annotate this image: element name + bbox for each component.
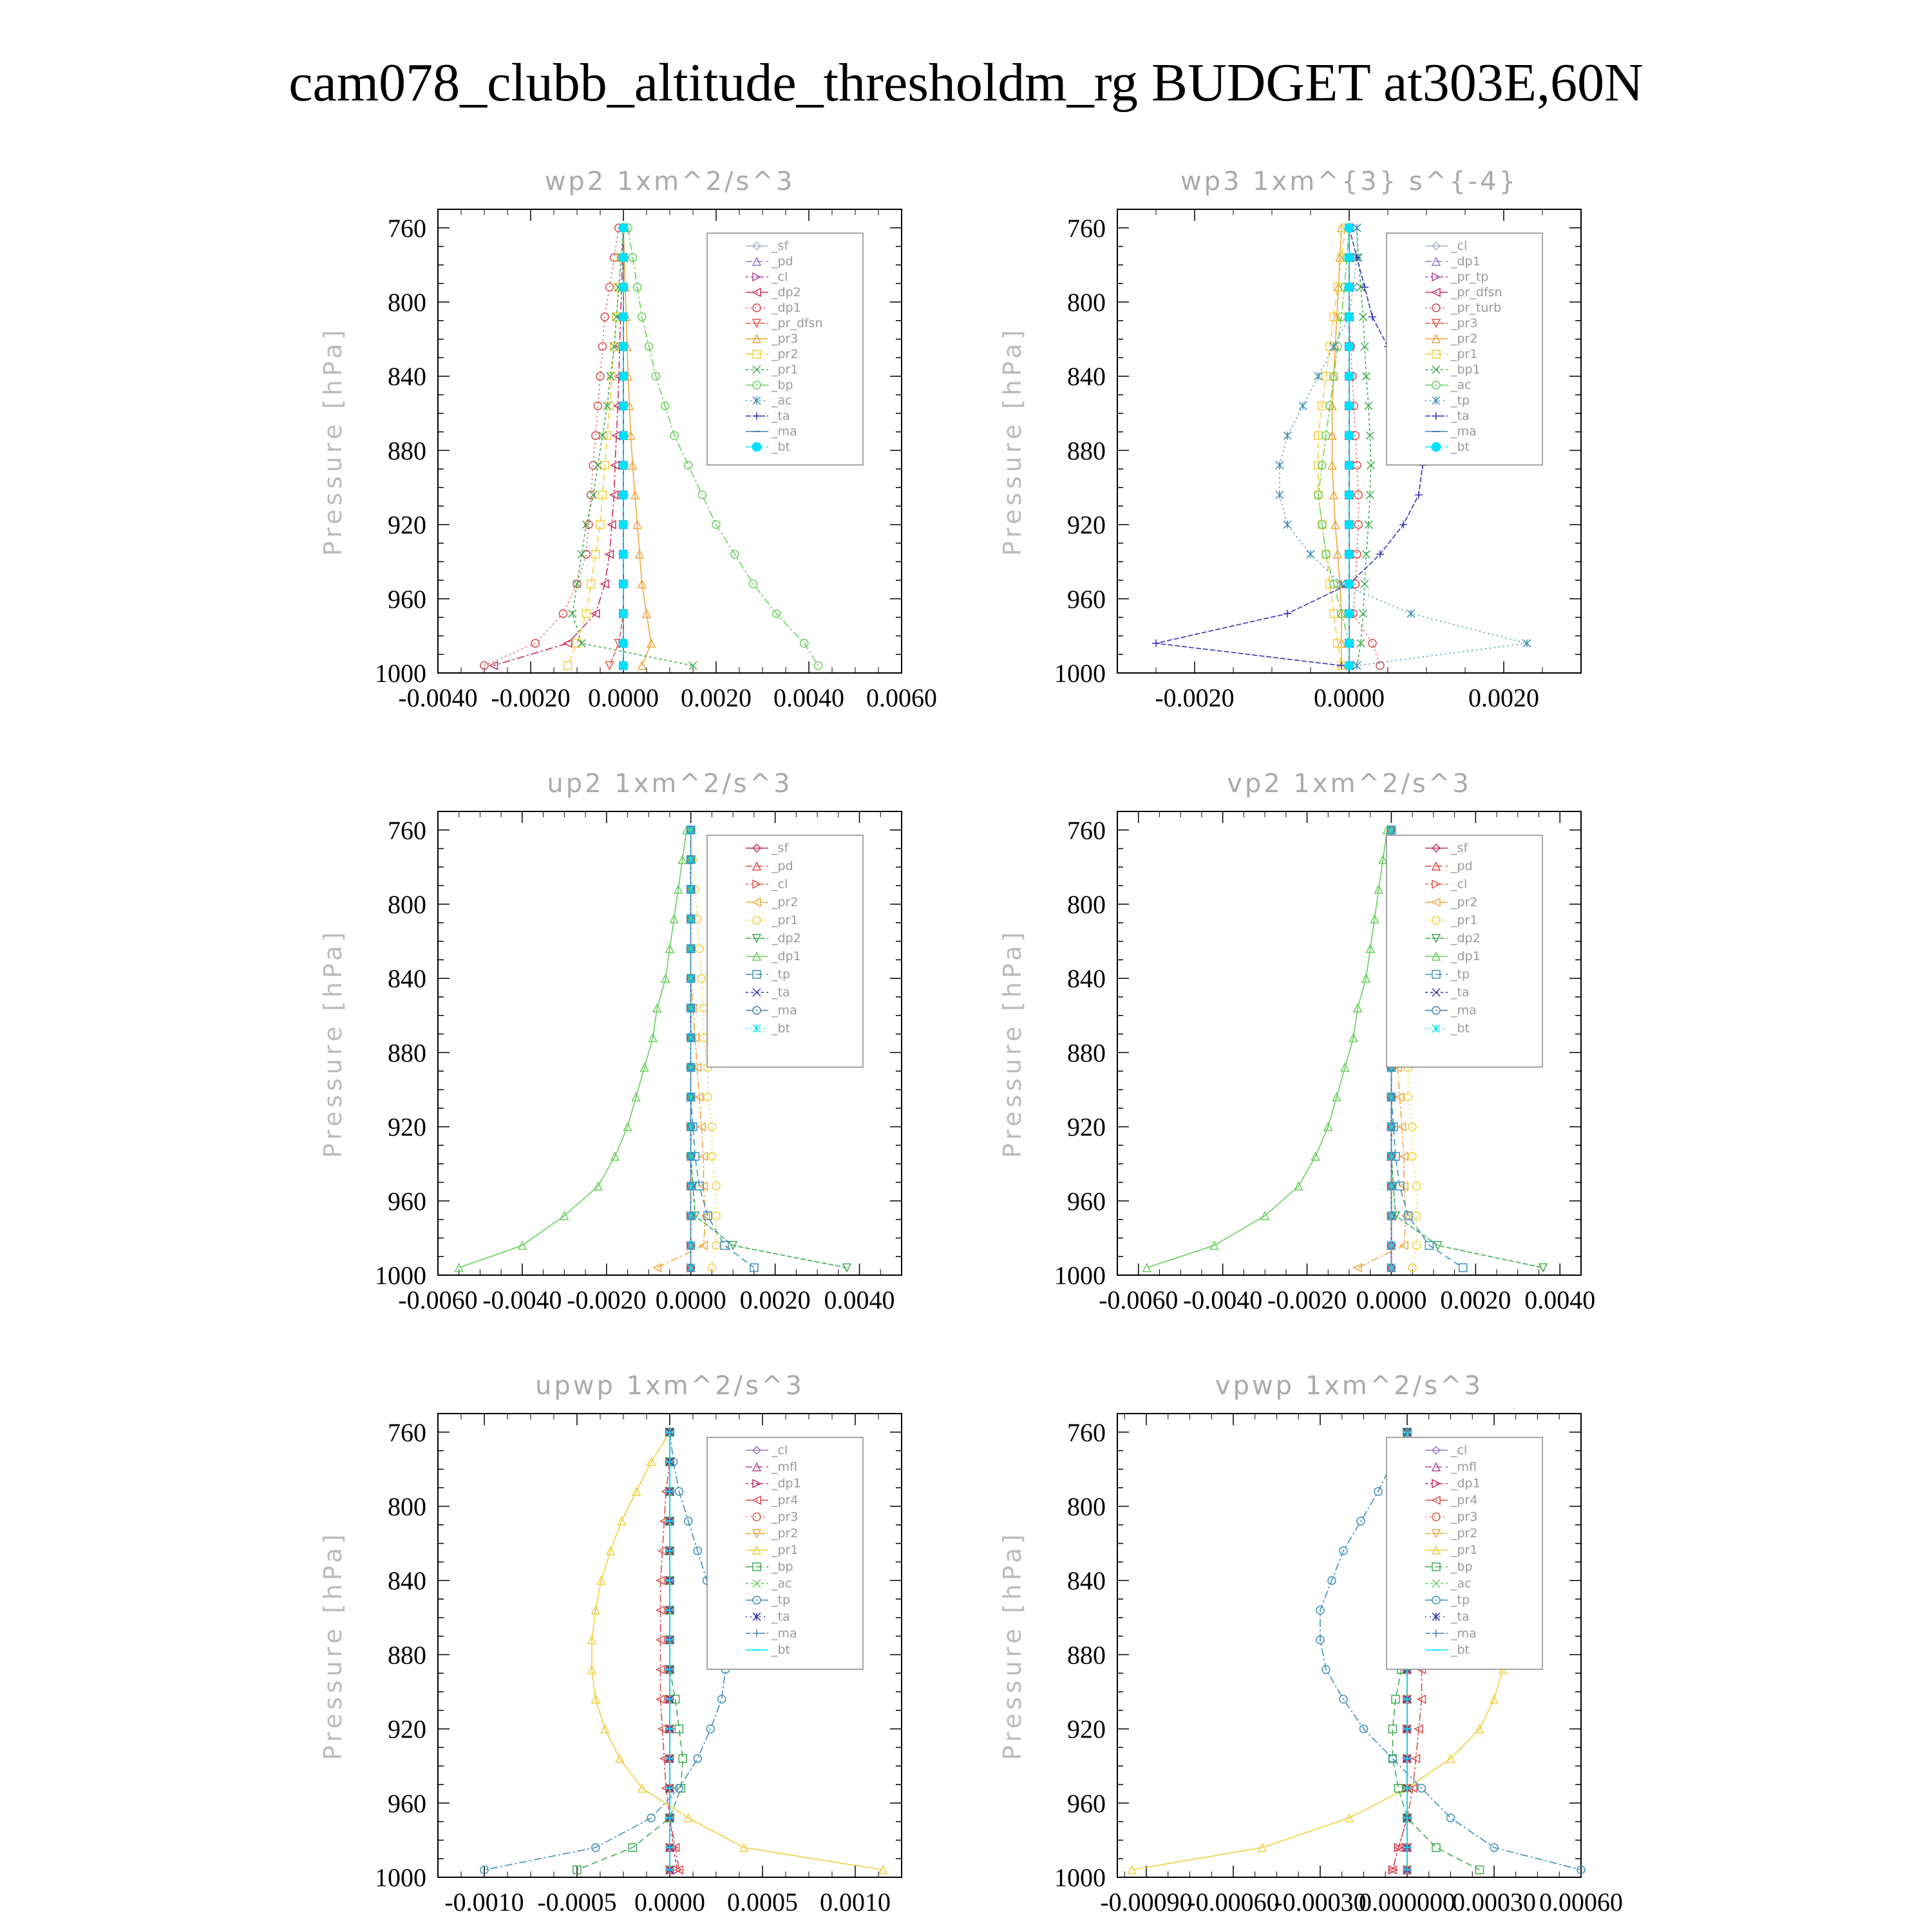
- y-tick-label: 920: [1067, 1714, 1106, 1744]
- y-tick-label: 880: [388, 1640, 426, 1670]
- data-point: [564, 639, 572, 647]
- x-tick-label: 0.0020: [681, 683, 752, 712]
- legend-label: _pr4: [772, 1493, 799, 1508]
- data-point: [1361, 580, 1368, 588]
- chart-panel-4: [998, 769, 1595, 1314]
- data-point: [564, 661, 572, 669]
- data-point: [619, 491, 628, 500]
- series-bt: [619, 223, 628, 670]
- data-point: [687, 1153, 695, 1160]
- data-point: [1345, 491, 1354, 500]
- legend-label: _pr3: [772, 332, 799, 346]
- x-tick-label: 0.0040: [824, 1285, 895, 1314]
- x-tick-label: 0.0020: [1468, 683, 1539, 712]
- chart-panel-6: [998, 1371, 1623, 1917]
- x-tick-label: -0.0060: [398, 1285, 478, 1314]
- data-point: [619, 372, 628, 381]
- legend: [1387, 1437, 1542, 1669]
- legend-label: _ma: [1451, 1626, 1477, 1641]
- data-point: [619, 460, 628, 469]
- legend-label: _cl: [1451, 1443, 1468, 1457]
- legend-label: _pr_turb: [1451, 301, 1502, 315]
- legend-label: _pr3: [1451, 316, 1478, 330]
- data-point: [1345, 401, 1354, 410]
- legend-label: _ac: [1451, 1576, 1472, 1591]
- y-tick-label: 880: [388, 1038, 426, 1068]
- y-tick-label: 800: [388, 288, 426, 317]
- legend-label: _ma: [772, 424, 797, 439]
- x-tick-label: 0.0060: [866, 683, 937, 712]
- legend-label: _ac: [772, 1576, 792, 1591]
- y-tick-label: 760: [388, 1417, 426, 1447]
- x-tick-label: 0.0010: [820, 1888, 891, 1917]
- legend-label: _dp1: [1451, 949, 1481, 963]
- legend-label: _bt: [772, 440, 791, 454]
- y-tick-label: 840: [388, 964, 426, 994]
- data-point: [1354, 1264, 1361, 1271]
- data-point: [1376, 661, 1384, 669]
- legend-label: _cl: [772, 1443, 788, 1457]
- legend: [1387, 835, 1542, 1067]
- legend-label: _pr_dfsn: [772, 316, 823, 330]
- data-point: [605, 283, 613, 291]
- x-tick-label: 0.0020: [1440, 1285, 1511, 1314]
- x-tick-label: -0.0020: [567, 1285, 647, 1314]
- data-point: [1283, 610, 1291, 618]
- data-point: [619, 401, 628, 410]
- x-tick-label: -0.00090: [1100, 1888, 1193, 1917]
- data-point: [1330, 343, 1338, 350]
- y-tick-label: 840: [388, 1566, 426, 1596]
- data-point: [619, 661, 628, 670]
- x-tick-label: 0.0000: [1314, 683, 1385, 712]
- data-point: [687, 1182, 695, 1190]
- y-tick-label: 1000: [1054, 1261, 1106, 1290]
- y-tick-label: 800: [1067, 288, 1106, 317]
- y-tick-label: 800: [1067, 1492, 1106, 1521]
- chart-panel-3: [319, 769, 902, 1314]
- data-point: [619, 550, 628, 559]
- data-point: [1415, 491, 1423, 499]
- y-tick-label: 800: [388, 1492, 426, 1521]
- legend-label: _sf: [772, 841, 789, 855]
- legend-label: _sf: [772, 239, 789, 253]
- x-tick-label: -0.0020: [491, 683, 571, 712]
- series-line: [484, 1432, 725, 1870]
- x-tick-label: 0.0005: [727, 1888, 798, 1917]
- data-point: [1345, 609, 1354, 618]
- x-tick-label: 0.0000: [634, 1888, 705, 1917]
- legend: [707, 1437, 863, 1669]
- data-point: [1345, 312, 1354, 321]
- data-point: [687, 1094, 695, 1101]
- data-point: [1459, 1264, 1467, 1271]
- data-point: [1523, 639, 1531, 647]
- legend-label: _tp: [1451, 1593, 1470, 1607]
- data-point: [1345, 223, 1354, 232]
- y-axis-label: Pressure [hPa]: [319, 928, 347, 1159]
- y-tick-label: 920: [1067, 1112, 1106, 1142]
- legend-label: _bp1: [1451, 363, 1481, 377]
- legend-label: _tp: [772, 967, 791, 981]
- legend-label: _pr1: [1451, 1543, 1478, 1558]
- data-point: [1361, 283, 1368, 291]
- data-point: [1361, 343, 1368, 350]
- x-tick-label: -0.0040: [1182, 1285, 1263, 1314]
- legend-label: _pr3: [1451, 1510, 1478, 1524]
- data-point: [1345, 372, 1354, 381]
- data-point: [697, 974, 705, 982]
- legend-label: _pr2: [772, 895, 799, 909]
- data-point: [1367, 461, 1375, 469]
- y-axis-label: Pressure [hPa]: [998, 326, 1027, 556]
- data-point: [687, 1264, 695, 1271]
- x-tick-label: -0.0010: [444, 1888, 524, 1917]
- x-tick-label: 0.0000: [1356, 1285, 1427, 1314]
- legend-label: _pr1: [1451, 347, 1478, 361]
- x-tick-label: 0.000000: [1359, 1888, 1455, 1917]
- data-point: [1353, 661, 1361, 669]
- series-line: [493, 228, 623, 666]
- x-tick-label: -0.00060: [1187, 1888, 1280, 1917]
- x-tick-label: -0.0040: [482, 1285, 562, 1314]
- legend-label: _ta: [772, 985, 790, 999]
- legend-label: _ta: [1451, 409, 1470, 423]
- panel-title: vp2 1xm^2/s^3: [1227, 769, 1472, 799]
- series-dp1: [480, 224, 623, 670]
- y-tick-label: 1000: [375, 1863, 426, 1892]
- legend-label: _dp2: [772, 285, 801, 299]
- data-point: [1539, 1264, 1547, 1271]
- legend-label: _pr2: [1451, 895, 1478, 909]
- legend-label: _mfl: [772, 1459, 797, 1474]
- y-tick-label: 960: [388, 584, 426, 614]
- legend-label: _dp2: [1451, 931, 1481, 945]
- page-title: cam078_clubb_altitude_thresholdm_rg BUDGET at303E,60N: [289, 53, 1643, 113]
- x-tick-label: 0.0020: [739, 1285, 811, 1314]
- data-point: [619, 283, 628, 292]
- panel-title: vpwp 1xm^2/s^3: [1215, 1371, 1484, 1401]
- series-dp1: [1143, 826, 1391, 1272]
- data-point: [687, 974, 695, 982]
- y-tick-label: 800: [1067, 890, 1106, 919]
- series-dp1: [455, 826, 690, 1272]
- data-point: [696, 945, 703, 952]
- legend-label: _pr_dfsn: [1451, 285, 1502, 299]
- legend-label: _pr1: [772, 913, 799, 927]
- data-point: [1366, 431, 1374, 439]
- y-tick-label: 920: [1067, 510, 1106, 540]
- y-tick-label: 880: [1067, 436, 1106, 466]
- data-point: [1447, 1814, 1455, 1822]
- data-point: [1413, 1182, 1421, 1190]
- series-bt: [1345, 223, 1354, 670]
- series-line: [573, 228, 693, 666]
- data-point: [1345, 460, 1354, 469]
- data-point: [1434, 1242, 1441, 1249]
- data-point: [1307, 551, 1314, 558]
- y-tick-label: 880: [388, 436, 426, 466]
- legend-label: _dp1: [772, 949, 801, 963]
- legend-label: _pr2: [1451, 1526, 1478, 1541]
- data-point: [1345, 639, 1354, 648]
- series-line: [459, 830, 687, 1268]
- data-point: [687, 1123, 695, 1131]
- legend-label: _ma: [1451, 1003, 1477, 1018]
- legend: [1387, 233, 1542, 465]
- data-point: [619, 223, 628, 232]
- x-tick-label: 0.0040: [773, 683, 844, 712]
- data-point: [619, 431, 628, 440]
- y-tick-label: 760: [1067, 213, 1106, 243]
- data-point: [1387, 1123, 1395, 1131]
- legend-label: _dp1: [1451, 254, 1481, 269]
- data-point: [1362, 551, 1370, 558]
- y-axis-label: Pressure [hPa]: [319, 326, 347, 556]
- data-point: [1345, 550, 1354, 559]
- y-tick-label: 1000: [375, 1261, 426, 1290]
- legend-label: _dp2: [772, 931, 801, 945]
- legend-label: _ma: [772, 1003, 797, 1018]
- data-point: [694, 1755, 701, 1763]
- series-pr2: [564, 224, 627, 670]
- panel-title: upwp 1xm^2/s^3: [535, 1371, 804, 1401]
- y-tick-label: 840: [1067, 362, 1106, 392]
- data-point: [1387, 1094, 1395, 1101]
- data-point: [687, 856, 695, 864]
- y-tick-label: 760: [388, 815, 426, 845]
- data-point: [1387, 1153, 1395, 1160]
- y-tick-label: 960: [1067, 1788, 1106, 1818]
- data-point: [1413, 1242, 1421, 1249]
- y-tick-label: 840: [1067, 964, 1106, 994]
- data-point: [1387, 1182, 1395, 1190]
- data-point: [1368, 639, 1376, 647]
- legend-label: _bt: [1451, 1643, 1470, 1658]
- legend-label: _pr1: [772, 363, 799, 377]
- series-line: [1156, 228, 1423, 666]
- data-point: [592, 431, 600, 439]
- y-tick-label: 760: [1067, 815, 1106, 845]
- x-tick-label: 0.00060: [1539, 1888, 1623, 1917]
- legend-label: _ta: [1451, 1609, 1470, 1624]
- legend-label: _tp: [1451, 967, 1470, 981]
- data-point: [1399, 521, 1407, 529]
- data-point: [619, 520, 628, 529]
- data-point: [1152, 639, 1160, 647]
- chart-panel-1: [319, 167, 937, 712]
- x-tick-label: -0.0005: [537, 1888, 617, 1917]
- legend-label: _bp: [1451, 1559, 1473, 1574]
- x-tick-label: -0.0020: [1155, 683, 1235, 712]
- legend-label: _pr1: [772, 1543, 799, 1558]
- series-line: [657, 830, 705, 1268]
- data-point: [619, 312, 628, 321]
- y-tick-label: 920: [388, 1112, 426, 1142]
- data-point: [687, 1034, 695, 1041]
- y-tick-label: 840: [1067, 1566, 1106, 1596]
- data-point: [1368, 313, 1376, 321]
- data-point: [721, 1242, 728, 1249]
- legend-label: _tp: [1451, 393, 1470, 408]
- panel-title: wp3 1xm^{3} s^{-4}: [1180, 167, 1519, 196]
- legend-label: _dp1: [772, 1476, 801, 1491]
- legend-marker: [752, 442, 761, 451]
- legend-label: _mfl: [1451, 1459, 1477, 1474]
- legend-label: _pd: [772, 254, 793, 269]
- data-point: [1276, 491, 1283, 499]
- chart-panel-5: [319, 1371, 902, 1917]
- data-point: [1338, 661, 1345, 669]
- legend-label: _dp1: [1451, 1476, 1481, 1491]
- y-axis-label: Pressure [hPa]: [998, 928, 1027, 1159]
- data-point: [1283, 521, 1291, 529]
- panel-title: up2 1xm^2/s^3: [547, 769, 793, 799]
- legend-label: _cl: [1451, 239, 1468, 253]
- legend-label: _pd: [772, 859, 793, 873]
- data-point: [1359, 313, 1367, 321]
- y-tick-label: 760: [388, 213, 426, 243]
- y-tick-label: 920: [388, 1714, 426, 1744]
- data-point: [601, 313, 609, 321]
- legend-label: _pr2: [1451, 332, 1478, 346]
- data-point: [687, 945, 695, 952]
- data-point: [1299, 402, 1307, 410]
- data-point: [1345, 431, 1354, 440]
- y-tick-label: 880: [1067, 1038, 1106, 1068]
- panel-title: wp2 1xm^2/s^3: [544, 167, 795, 196]
- data-point: [559, 610, 567, 618]
- legend-label: _pr3: [772, 1510, 799, 1524]
- x-tick-label: -0.0060: [1099, 1285, 1179, 1314]
- data-point: [1387, 1242, 1395, 1249]
- data-point: [619, 253, 628, 262]
- legend-label: _bt: [772, 1021, 791, 1036]
- y-tick-label: 960: [1067, 1186, 1106, 1216]
- y-tick-label: 1000: [375, 659, 426, 688]
- y-tick-label: 1000: [1054, 659, 1106, 688]
- y-tick-label: 960: [388, 1186, 426, 1216]
- data-point: [1407, 610, 1415, 618]
- data-point: [1345, 661, 1354, 670]
- legend-label: _ta: [772, 1609, 790, 1624]
- legend-label: _sf: [1451, 841, 1468, 855]
- y-tick-label: 760: [1067, 1417, 1106, 1447]
- legend-label: _pr4: [1451, 1493, 1478, 1508]
- y-axis-label: Pressure [hPa]: [319, 1530, 347, 1761]
- data-point: [1345, 342, 1354, 351]
- series-line: [484, 228, 619, 666]
- data-point: [1283, 431, 1291, 439]
- series-line: [1147, 830, 1387, 1268]
- legend-label: _ma: [1451, 424, 1477, 439]
- data-point: [578, 639, 585, 647]
- chart-panel-2: [998, 167, 1581, 712]
- series-line: [623, 228, 651, 666]
- x-tick-label: 0.00030: [1452, 1888, 1536, 1917]
- series-line: [1349, 228, 1380, 666]
- data-point: [619, 639, 628, 648]
- legend-label: _bt: [772, 1643, 791, 1658]
- data-point: [573, 639, 581, 647]
- series-line: [670, 1432, 677, 1870]
- data-point: [1387, 1264, 1395, 1271]
- data-point: [1345, 283, 1354, 292]
- data-point: [1314, 372, 1322, 380]
- legend-label: _bp: [772, 378, 793, 392]
- legend-label: _ta: [1451, 985, 1470, 999]
- data-point: [712, 1182, 720, 1190]
- legend-label: _tp: [772, 1593, 791, 1607]
- y-tick-label: 960: [1067, 584, 1106, 614]
- legend-label: _pr1: [1451, 913, 1478, 927]
- x-tick-label: -0.0020: [1267, 1285, 1347, 1314]
- data-point: [653, 1264, 661, 1271]
- y-tick-label: 1000: [1054, 1863, 1106, 1892]
- x-tick-label: -0.00030: [1274, 1888, 1367, 1917]
- data-point: [619, 342, 628, 351]
- legend-label: _bp: [772, 1559, 793, 1574]
- legend: [707, 835, 863, 1067]
- y-tick-label: 880: [1067, 1640, 1106, 1670]
- legend-label: _ac: [1451, 378, 1472, 392]
- legend-label: _pd: [1451, 859, 1473, 873]
- legend-label: _cl: [772, 270, 788, 284]
- x-tick-label: 0.0000: [588, 683, 659, 712]
- legend-label: _ta: [772, 409, 790, 423]
- legend-label: _pr2: [772, 347, 799, 361]
- data-point: [1276, 461, 1283, 469]
- data-point: [1345, 253, 1354, 262]
- y-tick-label: 960: [388, 1788, 426, 1818]
- y-tick-label: 800: [388, 890, 426, 919]
- series-tp: [480, 1428, 729, 1874]
- legend-label: _cl: [1451, 877, 1468, 891]
- legend-label: _bt: [1451, 440, 1470, 454]
- legend-label: _ac: [772, 393, 792, 408]
- y-tick-label: 920: [388, 510, 426, 540]
- legend-label: _dp1: [772, 301, 801, 315]
- data-point: [619, 609, 628, 618]
- x-tick-label: 0.0040: [1524, 1285, 1596, 1314]
- series-line: [1357, 228, 1371, 666]
- legend-label: _ma: [772, 1626, 797, 1641]
- series-line: [568, 228, 623, 666]
- data-point: [1345, 580, 1354, 589]
- legend: [707, 233, 863, 465]
- data-point: [687, 886, 695, 893]
- y-tick-label: 840: [388, 362, 426, 392]
- legend-label: _bt: [1451, 1021, 1470, 1036]
- x-tick-label: -0.0040: [398, 683, 478, 712]
- series-line: [1318, 228, 1349, 666]
- legend-label: _pr2: [772, 1526, 799, 1541]
- data-point: [1353, 224, 1361, 232]
- data-point: [685, 461, 692, 469]
- data-point: [687, 1242, 695, 1249]
- data-point: [1354, 491, 1362, 499]
- legend-label: _cl: [772, 877, 788, 891]
- legend-marker: [1432, 442, 1441, 451]
- data-point: [1345, 520, 1354, 529]
- x-tick-label: 0.0000: [655, 1285, 726, 1314]
- y-axis-label: Pressure [hPa]: [998, 1530, 1027, 1761]
- data-point: [619, 580, 628, 589]
- legend-label: _pr_tp: [1451, 270, 1489, 284]
